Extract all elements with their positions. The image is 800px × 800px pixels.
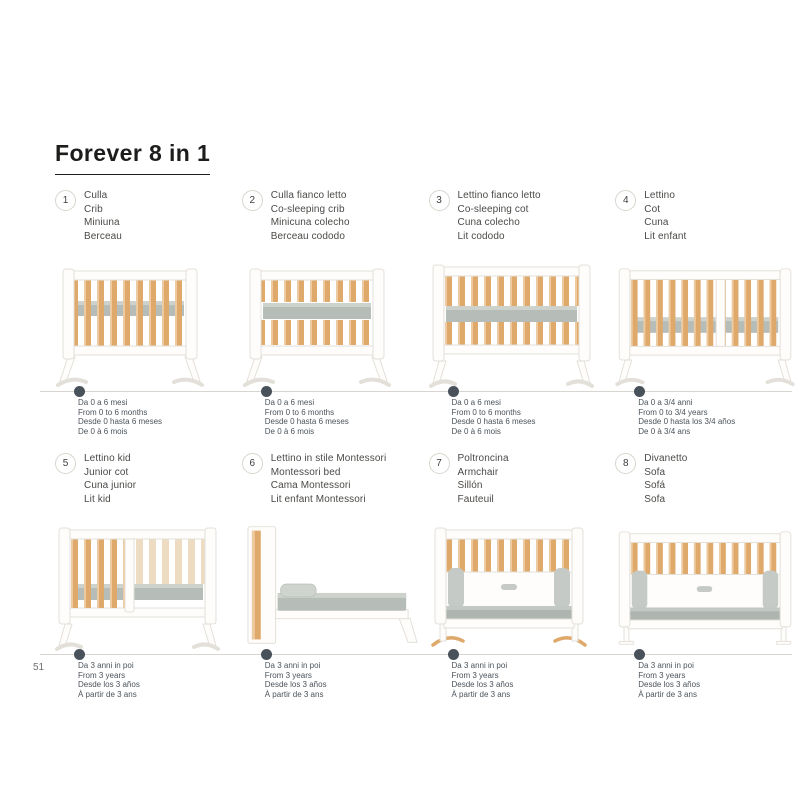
step-number-badge — [429, 190, 450, 211]
page-title: Forever 8 in 1 — [55, 140, 210, 175]
config-item-4 — [615, 189, 790, 436]
step-number-badge — [429, 453, 450, 474]
name-es: Cuna colecho — [457, 217, 520, 228]
config-item-7 — [429, 452, 604, 699]
page-number: 51 — [33, 662, 45, 673]
age-it: Da 3 anni in poi — [638, 661, 694, 670]
illustration-armchair — [429, 514, 604, 654]
age-it: Da 0 a 6 mesi — [264, 398, 315, 407]
name-it: Culla fianco letto — [270, 190, 347, 201]
age-range — [429, 654, 604, 699]
age-range — [242, 391, 417, 436]
name-es: Cuna — [644, 217, 669, 228]
name-fr: Sofa — [644, 493, 666, 505]
name-en: Co-sleeping cot — [457, 203, 529, 215]
age-range — [429, 391, 604, 436]
age-en: From 0 to 6 months — [78, 407, 148, 417]
name-es: Cuna junior — [84, 480, 137, 491]
name-it: Lettino in stile Montessori — [270, 453, 387, 464]
name-es: Miniuna — [84, 217, 120, 228]
row-1 — [55, 189, 790, 436]
age-fr: De 0 à 6 mois — [451, 426, 501, 436]
name-en: Sofa — [644, 466, 666, 478]
age-range — [55, 654, 230, 699]
config-item-5 — [55, 452, 230, 699]
age-es: Desde los 3 años — [78, 680, 140, 689]
age-range — [615, 654, 790, 699]
age-fr: À partir de 3 ans — [264, 689, 324, 699]
config-item-3 — [429, 189, 604, 436]
name-es: Sillón — [457, 480, 483, 491]
age-es: Desde los 3 años — [638, 680, 701, 689]
illustration-co-sleeping-crib — [242, 251, 417, 391]
illustration-crib — [55, 251, 230, 391]
step-number: 6 — [249, 458, 256, 469]
timeline-dot — [634, 386, 645, 397]
age-range — [615, 391, 790, 436]
step-number-badge — [615, 190, 636, 211]
illustration-montessori-bed — [242, 514, 417, 654]
age-en: From 0 to 6 months — [451, 407, 521, 417]
name-it: Culla — [84, 190, 108, 201]
name-fr: Lit kid — [84, 493, 111, 505]
age-fr: À partir de 3 ans — [451, 689, 511, 699]
timeline-dot — [74, 386, 85, 397]
name-en: Armchair — [457, 466, 499, 478]
row-2 — [55, 452, 790, 699]
age-es: Desde 0 hasta 6 meses — [451, 417, 536, 426]
step-number: 2 — [249, 195, 256, 206]
age-es: Desde 0 hasta los 3/4 años — [638, 417, 736, 426]
step-number-badge — [55, 453, 76, 474]
config-item-8 — [615, 452, 790, 699]
age-fr: De 0 à 3/4 ans — [638, 426, 691, 436]
name-it: Poltroncina — [457, 453, 509, 464]
age-it: Da 3 anni in poi — [264, 661, 321, 670]
step-number-badge — [242, 453, 263, 474]
name-it: Divanetto — [644, 453, 688, 464]
illustration-junior-cot — [55, 514, 230, 654]
age-en: From 3 years — [638, 670, 686, 680]
age-en: From 0 to 3/4 years — [638, 407, 708, 417]
step-number-badge — [242, 190, 263, 211]
name-en: Montessori bed — [270, 466, 341, 478]
name-it: Lettino kid — [84, 453, 131, 464]
name-fr: Berceau — [84, 230, 122, 242]
step-number: 7 — [436, 458, 442, 469]
name-en: Cot — [644, 203, 661, 215]
age-it: Da 0 a 6 mesi — [451, 398, 501, 407]
step-number: 5 — [62, 458, 69, 469]
timeline-dot — [74, 649, 85, 660]
step-number: 4 — [622, 195, 629, 206]
step-number-badge — [615, 453, 636, 474]
age-es: Desde 0 hasta 6 meses — [264, 417, 349, 426]
age-en: From 3 years — [78, 670, 126, 680]
timeline-dot — [261, 649, 272, 660]
age-it: Da 0 a 6 mesi — [78, 398, 128, 407]
name-fr: Lit enfant Montessori — [270, 493, 366, 505]
name-it: Lettino fianco letto — [457, 190, 541, 201]
configurations-grid — [55, 189, 790, 699]
illustration-co-sleeping-cot — [429, 251, 604, 391]
age-en: From 3 years — [451, 670, 499, 680]
config-item-6 — [242, 452, 417, 699]
age-fr: À partir de 3 ans — [78, 689, 137, 699]
name-fr: Berceau cododo — [270, 230, 345, 242]
age-fr: De 0 à 6 mois — [264, 426, 315, 436]
age-range — [55, 391, 230, 436]
timeline-dot — [448, 386, 459, 397]
name-en: Co-sleeping crib — [270, 203, 345, 215]
illustration-cot — [615, 251, 790, 391]
name-en: Junior cot — [84, 466, 129, 478]
age-en: From 0 to 6 months — [264, 407, 335, 417]
age-it: Da 3 anni in poi — [451, 661, 508, 670]
name-es: Sofá — [644, 480, 666, 491]
step-number: 3 — [436, 195, 442, 206]
age-es: Desde 0 hasta 6 meses — [78, 417, 163, 426]
age-it: Da 3 anni in poi — [78, 661, 134, 670]
timeline-dot — [634, 649, 645, 660]
timeline-dot — [261, 386, 272, 397]
age-fr: À partir de 3 ans — [638, 689, 697, 699]
age-range — [242, 654, 417, 699]
illustration-sofa — [615, 514, 790, 654]
name-fr: Fauteuil — [457, 493, 494, 505]
name-it: Lettino — [644, 190, 675, 201]
name-es: Cama Montessori — [270, 480, 351, 491]
age-en: From 3 years — [264, 670, 312, 680]
step-number-badge — [55, 190, 76, 211]
name-en: Crib — [84, 203, 103, 215]
name-fr: Lit cododo — [457, 230, 505, 242]
timeline-dot — [448, 649, 459, 660]
age-fr: De 0 à 6 mois — [78, 426, 128, 436]
age-es: Desde los 3 años — [451, 680, 514, 689]
age-it: Da 0 a 3/4 anni — [638, 398, 693, 407]
step-number: 8 — [622, 458, 629, 469]
config-item-2 — [242, 189, 417, 436]
name-es: Minicuna colecho — [270, 217, 350, 228]
name-fr: Lit enfant — [644, 230, 687, 242]
config-item-1 — [55, 189, 230, 436]
age-es: Desde los 3 años — [264, 680, 327, 689]
step-number: 1 — [62, 195, 69, 206]
